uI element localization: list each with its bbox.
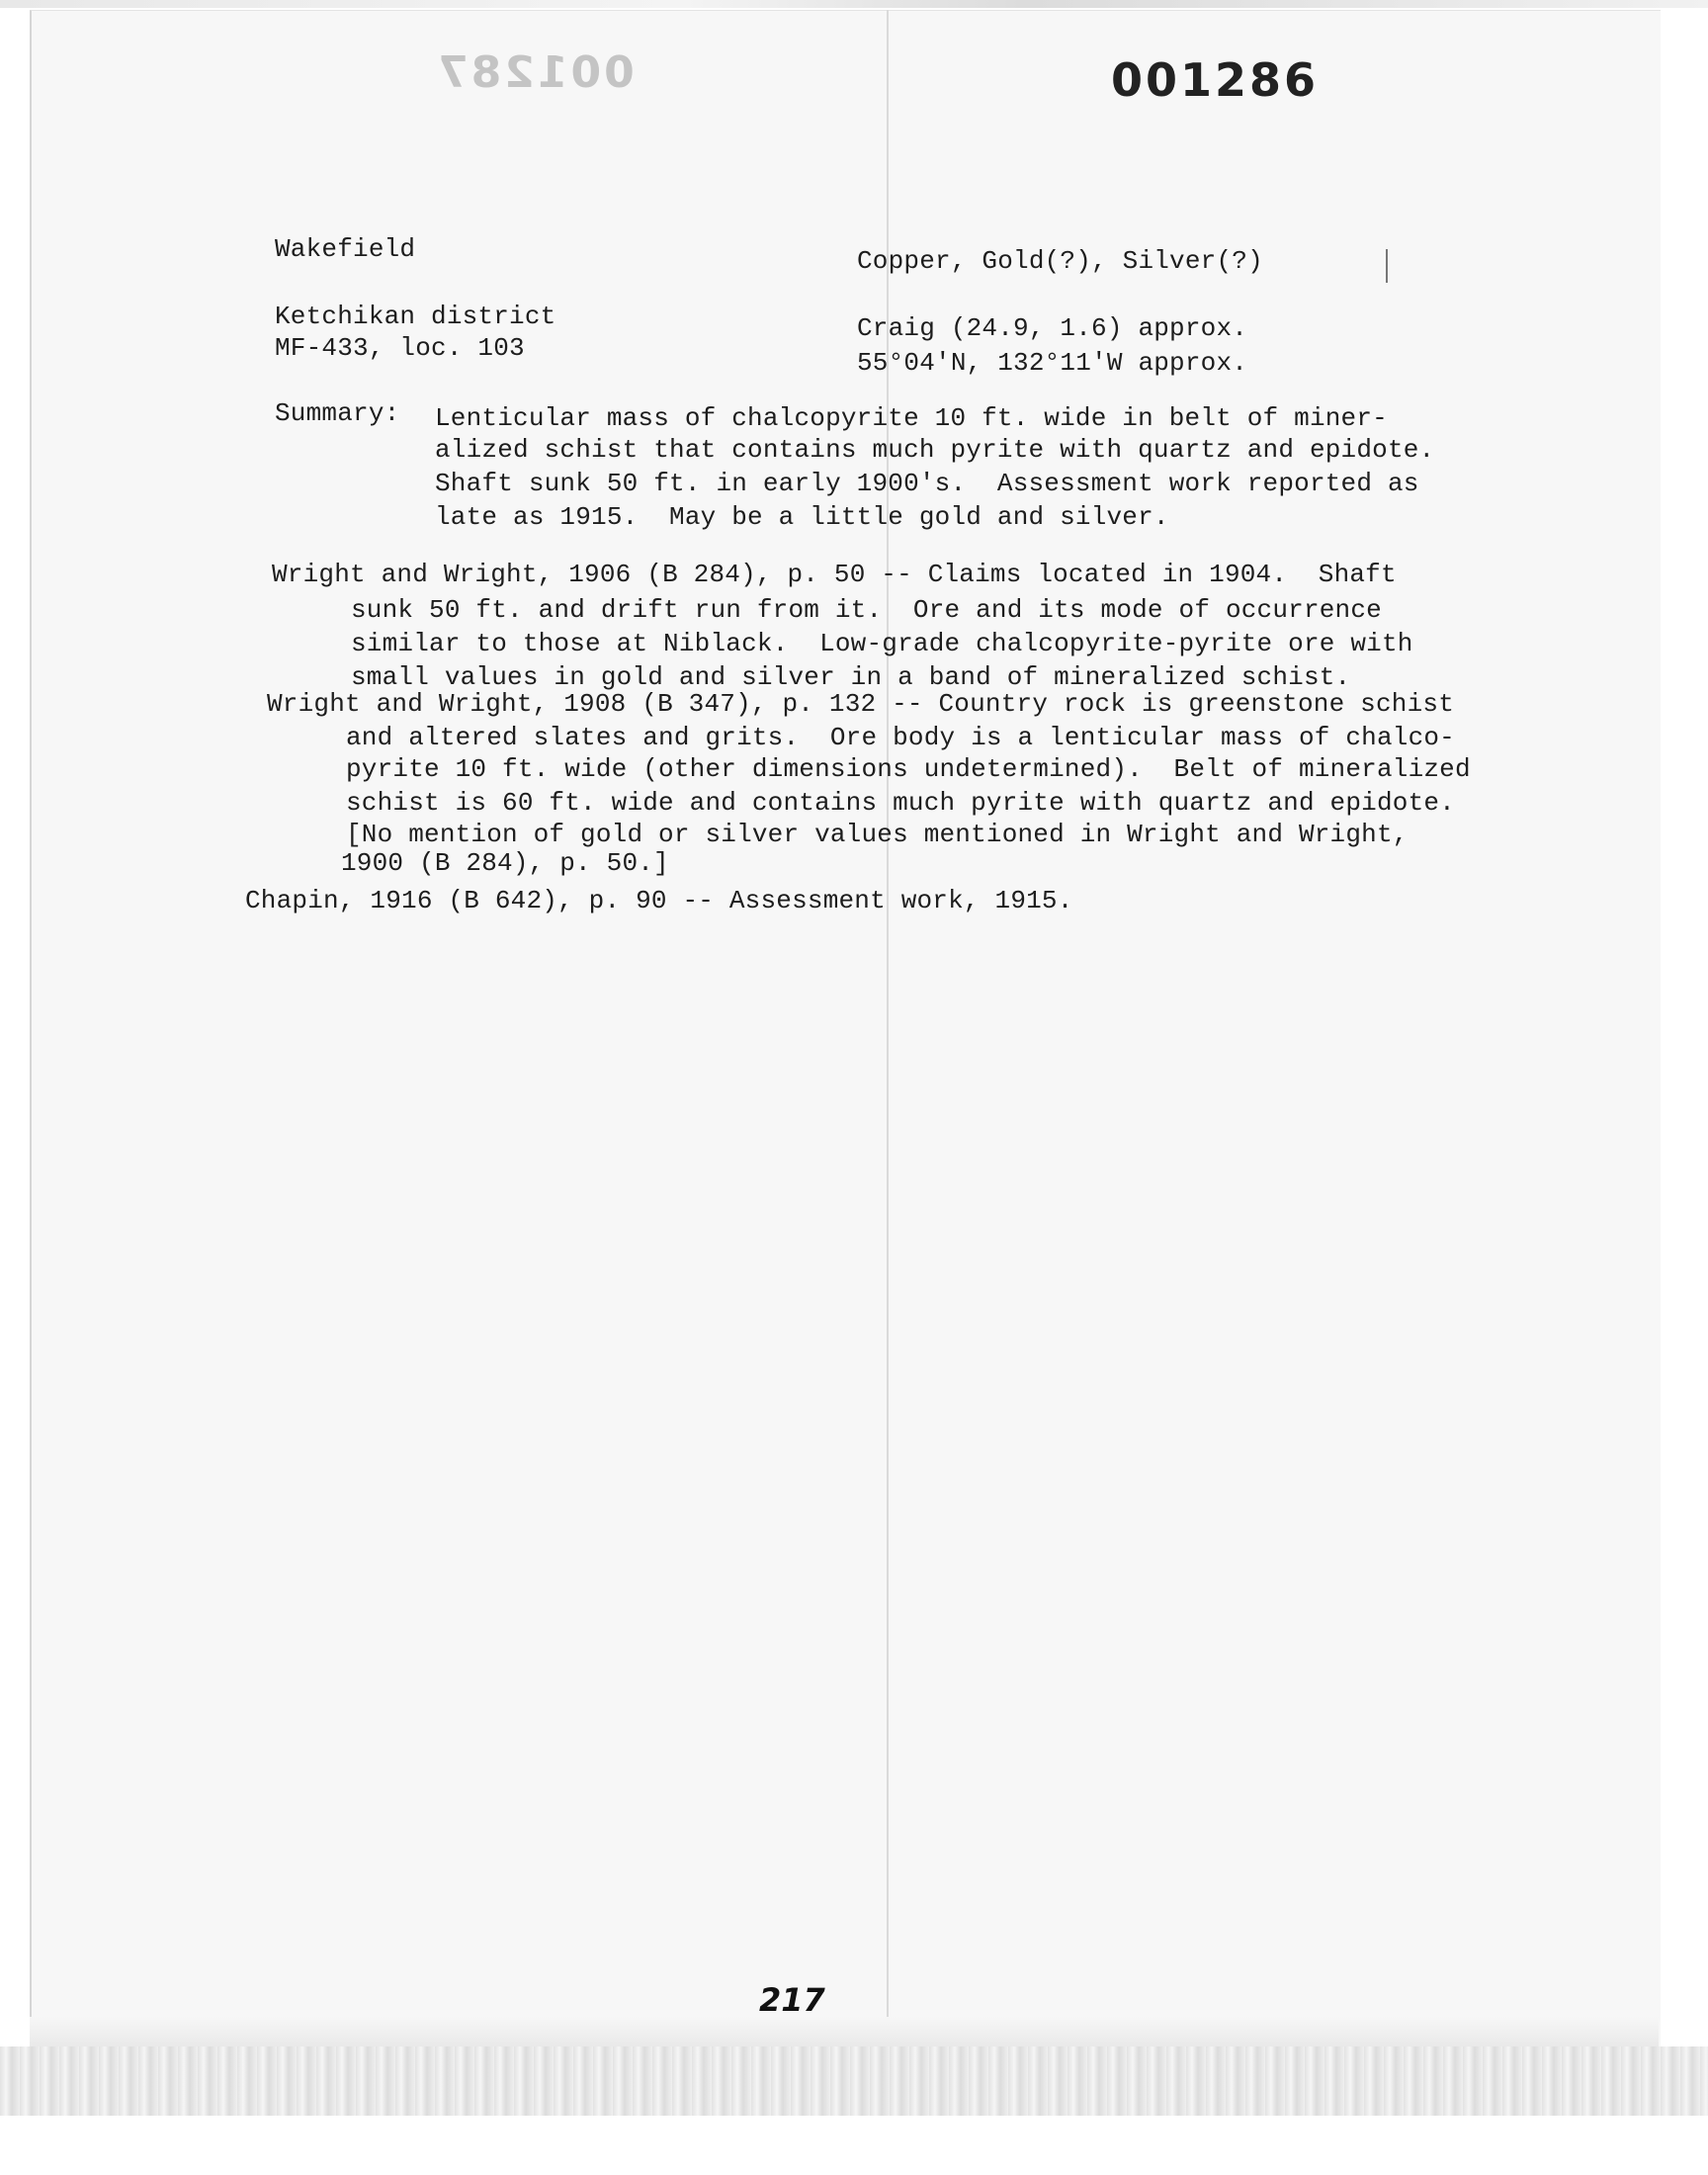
reference-line: Wright and Wright, 1906 (B 284), p. 50 -- Claims located in 1904. Shaft xyxy=(272,560,1397,589)
margin-tick-mark xyxy=(1386,249,1388,283)
deposit-name: Wakefield xyxy=(275,234,416,264)
page-number: 217 xyxy=(759,1981,825,2019)
coordinates: 55°04'N, 132°11'W approx. xyxy=(857,348,1248,378)
summary-label: Summary: xyxy=(275,398,400,428)
reference-line: schist is 60 ft. wide and contains much pyrite with quartz and epidote. xyxy=(346,788,1455,818)
reference-line: and altered slates and grits. Ore body is a lenticular mass of chalco- xyxy=(346,723,1455,752)
record-stamp-number: 001286 xyxy=(1111,53,1320,107)
reference-line: similar to those at Niblack. Low-grade chalcopyrite-pyrite ore with xyxy=(351,629,1413,658)
scan-edge-bottom xyxy=(0,2046,1708,2116)
summary-line: Shaft sunk 50 ft. in early 1900's. Assessment work reported as xyxy=(435,469,1419,498)
reference-line: sunk 50 ft. and drift run from it. Ore and its mode of occurrence xyxy=(351,595,1382,625)
district: Ketchikan district xyxy=(275,302,556,331)
summary-line: late as 1915. May be a little gold and silver. xyxy=(435,502,1169,532)
summary-line: alized schist that contains much pyrite with quartz and epidote. xyxy=(435,435,1435,465)
reference-line: 1900 (B 284), p. 50.] xyxy=(341,848,669,878)
reference-line: small values in gold and silver in a band of mineralized schist. xyxy=(351,662,1351,692)
reference-line: Wright and Wright, 1908 (B 347), p. 132 -- Country rock is greenstone schist xyxy=(267,689,1454,719)
map-reference: MF-433, loc. 103 xyxy=(275,333,525,363)
scan-edge-top xyxy=(0,0,1708,8)
page-bottom-shadow xyxy=(30,2017,1659,2046)
summary-line: Lenticular mass of chalcopyrite 10 ft. wide in belt of miner- xyxy=(435,403,1388,433)
reference-line: pyrite 10 ft. wide (other dimensions undetermined). Belt of mineralized xyxy=(346,754,1471,784)
reference-line: Chapin, 1916 (B 642), p. 90 -- Assessment work, 1915. xyxy=(245,886,1073,915)
quadrangle: Craig (24.9, 1.6) approx. xyxy=(857,313,1248,343)
ghost-stamp-number: 001287 xyxy=(435,47,635,98)
commodities: Copper, Gold(?), Silver(?) xyxy=(857,246,1263,276)
reference-line: [No mention of gold or silver values mentioned in Wright and Wright, xyxy=(346,820,1409,849)
